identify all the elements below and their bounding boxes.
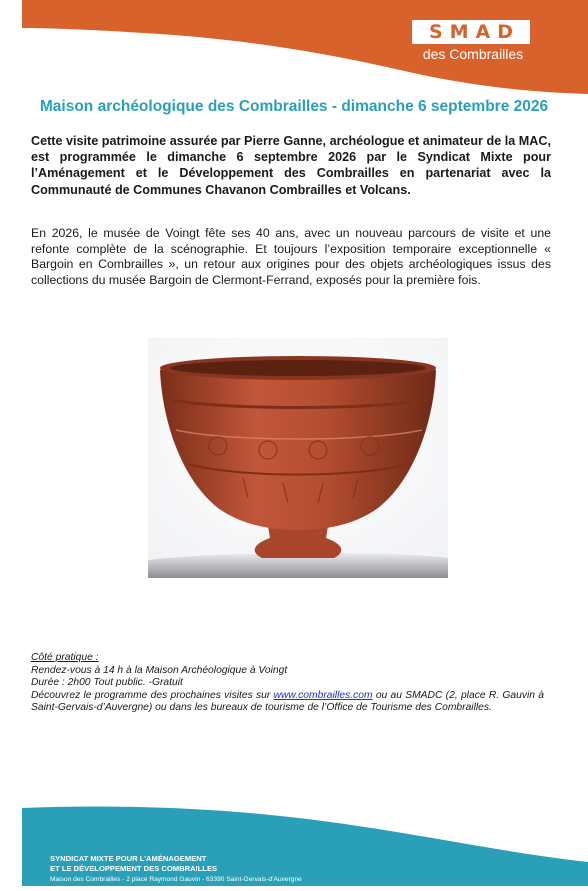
program-info <box>31 690 544 715</box>
program-text-after: ou au SMADC (2, place R. Gauvin à Saint-Gervais-d’Auvergne) ou dans les bureaux de tourisme de l’Office de Tourisme des Combrailles. <box>31 689 544 714</box>
intro-paragraph: Cette visite patrimoine assurée par Pierre Ganne, archéologue et animateur de la MAC, est programmée le dimanche 6 septembre 2026 par le Syndicat Mixte pour l’Aménagement et le Développement des Combrailles en partenariat avec la Communauté de Communes Chavanon Combrailles et Volcans. <box>31 134 551 197</box>
smad-logo <box>412 20 530 44</box>
description-paragraph: En 2026, le musée de Voingt fête ses 40 ans, avec un nouveau parcours de visite et une refonte complète de la scénographie. Et toujours l’exposition temporaire exceptionnelle « Bargoin en Combrailles », un retour aux origines pour des objets archéologiques issus des collections du musée Bargoin de Clermont-Ferrand, exposés pour la première fois. <box>31 226 551 287</box>
duration-info: Durée : 2h00 Tout public. -Gratuit <box>31 677 183 689</box>
program-text-before: Découvrez le programme des prochaines visites sur <box>31 689 274 701</box>
website-link[interactable]: www.combrailles.com <box>273 689 373 701</box>
roman-bowl-photo <box>148 338 448 578</box>
logo-main-text: SMAD <box>428 21 521 43</box>
meeting-info: Rendez-vous à 14 h à la Maison Archéologique à Voingt <box>31 664 288 676</box>
footer-address: Maison des Combrailles - 2 place Raymond Gauvin - 63390 Saint-Gervais-d’Auvergne <box>50 875 302 883</box>
footer-line-1: SYNDICAT MIXTE POUR L’AMÉNAGEMENT <box>50 854 207 863</box>
footer-line-2: ET LE DÉVELOPPEMENT DES COMBRAILLES <box>50 864 218 874</box>
practical-info <box>31 652 544 715</box>
logo-subtitle: des Combrailles <box>422 46 524 62</box>
practical-heading: Côté pratique : <box>31 652 99 663</box>
footer-organization <box>50 854 302 885</box>
header-banner <box>0 0 588 100</box>
page-title: Maison archéologique des Combrailles - dimanche 6 septembre 2026 <box>39 98 549 115</box>
